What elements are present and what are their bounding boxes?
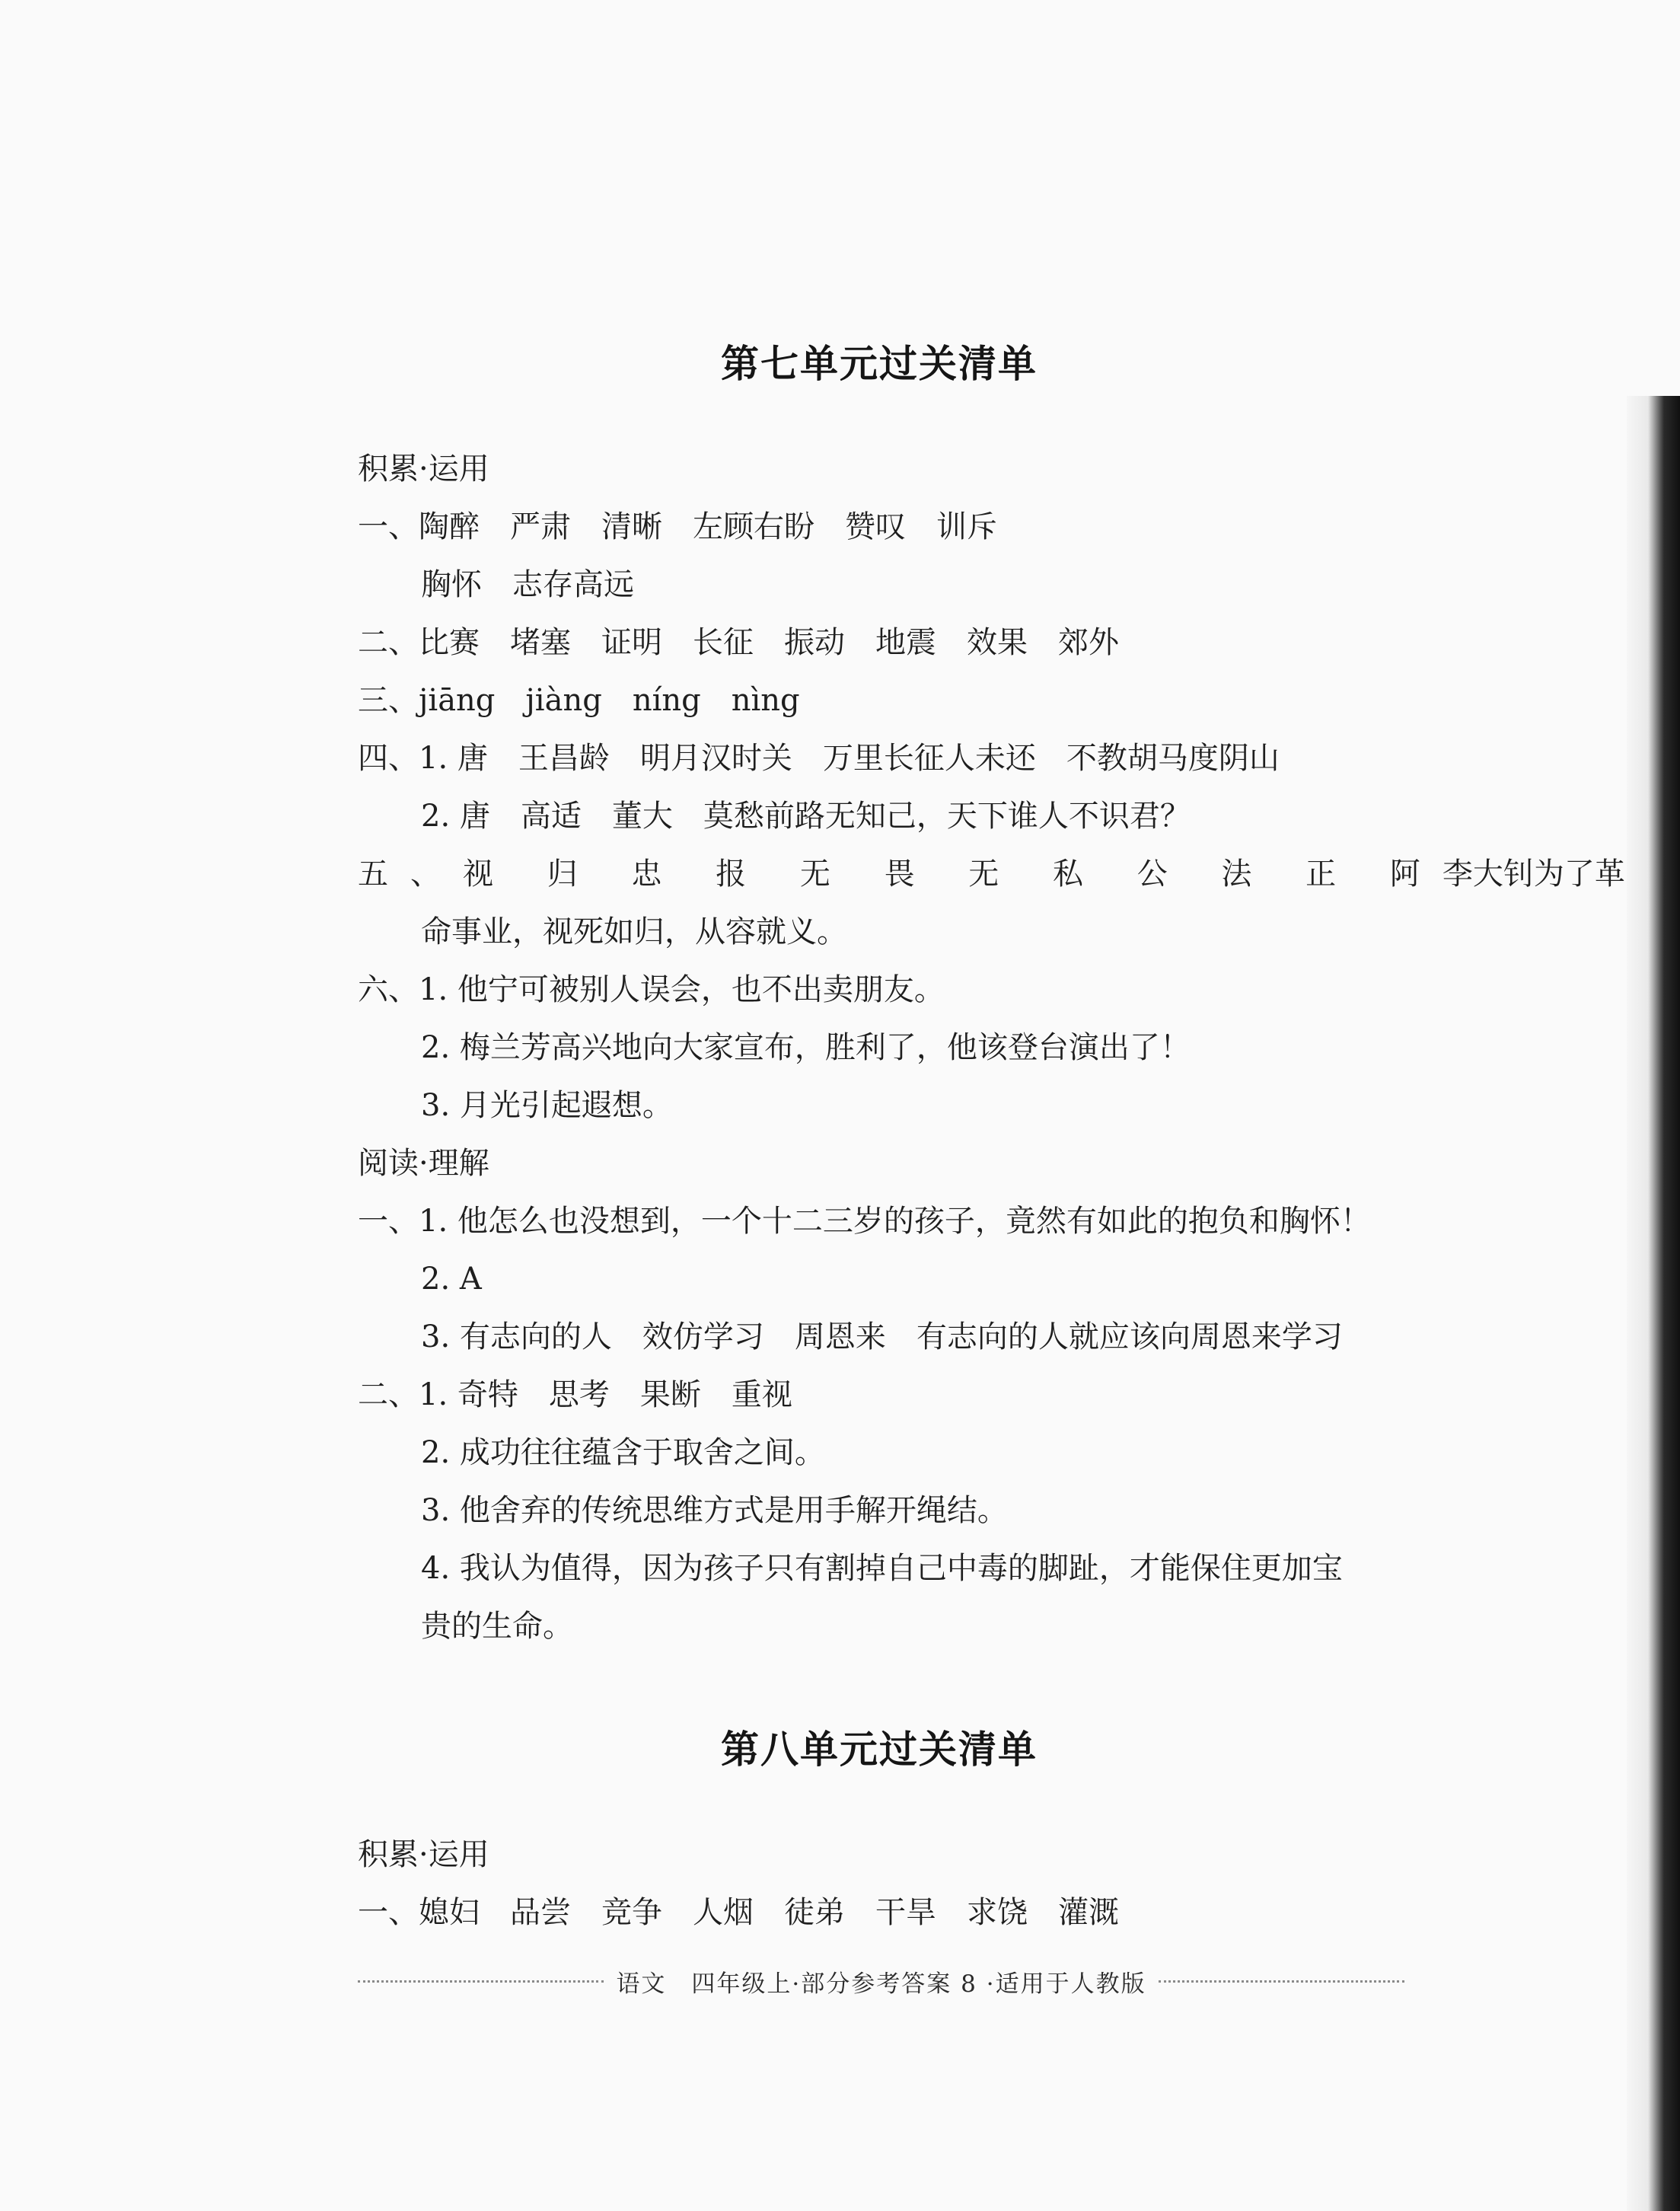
- unit7-r2-4-line1: 4. 我认为值得，因为孩子只有割掉自己中毒的脚趾，才能保住更加宝: [421, 1551, 1343, 1586]
- unit7-accum-heading: 积累·运用: [358, 451, 489, 487]
- scan-shadow-edge: [1627, 396, 1680, 2211]
- unit7-q5-line2: 命事业，视死如归，从容就义。: [421, 914, 847, 949]
- unit7-r2-3: 3. 他舍弃的传统思维方式是用手解开绳结。: [421, 1493, 1008, 1528]
- page-footer: [358, 1964, 1404, 1999]
- unit7-q6-2: 2. 梅兰芳高兴地向大家宣布，胜利了，他该登台演出了！: [421, 1030, 1191, 1065]
- unit7-q6-3: 3. 月光引起遐想。: [421, 1088, 673, 1123]
- unit7-q4-2: 2. 唐 高适 董大 莫愁前路无知己，天下谁人不识君？: [421, 799, 1191, 834]
- unit7-q3: 三、jiāng jiàng níng nìng: [358, 683, 800, 718]
- unit7-q2: 二、比赛 堵塞 证明 长征 振动 地震 效果 郊外: [358, 625, 1119, 660]
- unit7-r1-2: 2. A: [421, 1262, 482, 1297]
- unit7-q5-chars: 五、视 归 忠 报 无 畏 无 私 公 法 正 阿: [358, 857, 1443, 892]
- unit8-accum-heading: 积累·运用: [358, 1837, 489, 1872]
- unit7-q5-line1: [358, 857, 1625, 892]
- unit7-read-heading: 阅读·理解: [358, 1146, 489, 1181]
- unit7-r2-2: 2. 成功往往蕴含于取舍之间。: [421, 1435, 825, 1470]
- unit7-q5-tail: 李大钊为了革: [1442, 857, 1625, 892]
- unit7-r1-3: 3. 有志向的人 效仿学习 周恩来 有志向的人就应该向周恩来学习: [421, 1319, 1343, 1354]
- footer-dots-right: [1159, 1980, 1404, 1983]
- footer-dots-left: [358, 1980, 604, 1983]
- unit7-r2-4-line2: 贵的生命。: [421, 1609, 573, 1644]
- unit7-q4-1: 四、1. 唐 王昌龄 明月汉时关 万里长征人未还 不教胡马度阴山: [358, 741, 1280, 776]
- unit7-q1-line2: 胸怀 志存高远: [421, 567, 634, 602]
- footer-text: 语文 四年级上·部分参考答案 8 ·适用于人教版: [616, 1970, 1146, 1998]
- unit7-q1-line1: 一、陶醉 严肃 清晰 左顾右盼 赞叹 训斥: [358, 509, 997, 544]
- unit7-r1-1: 一、1. 他怎么也没想到，一个十二三岁的孩子，竟然有如此的抱负和胸怀！: [358, 1204, 1371, 1239]
- unit7-q6-1: 六、1. 他宁可被别人误会，也不出卖朋友。: [358, 972, 945, 1007]
- unit7-title: 第七单元过关清单: [721, 342, 1038, 386]
- unit8-title: 第八单元过关清单: [721, 1728, 1038, 1772]
- unit8-q1: 一、媳妇 品尝 竞争 人烟 徒弟 干旱 求饶 灌溉: [358, 1895, 1119, 1930]
- unit7-r2-1: 二、1. 奇特 思考 果断 重视: [358, 1377, 792, 1412]
